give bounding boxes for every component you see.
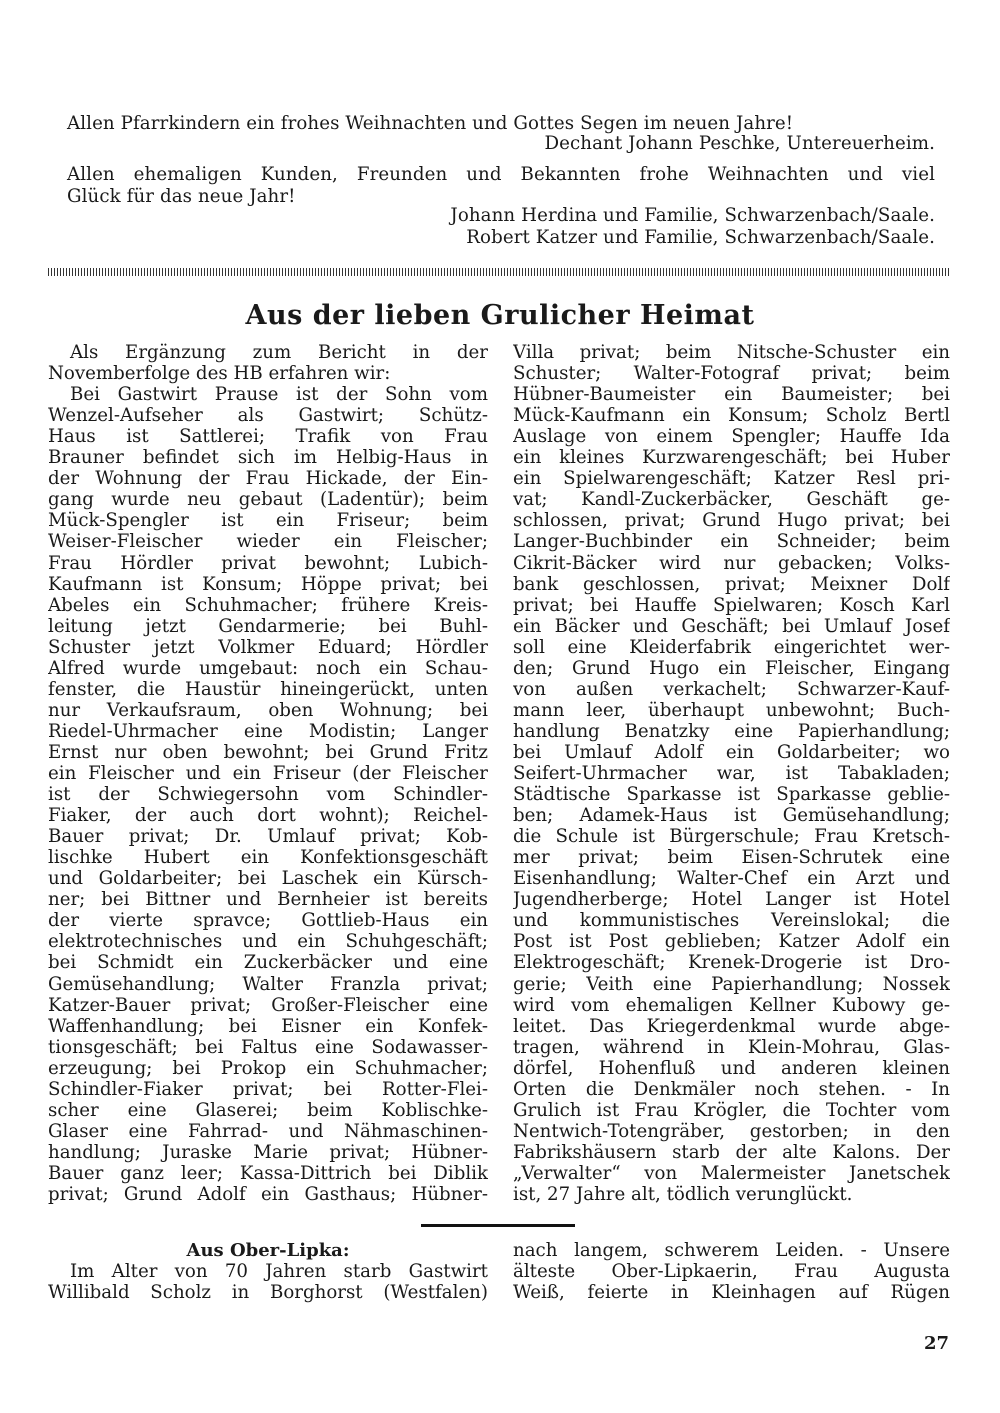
article-line: Schuster; Walter-Fotograf privat; beim — [513, 363, 950, 385]
article-line: Eisenhandlung; Walter-Chef ein Arzt und — [513, 868, 950, 890]
article-line: Waffenhandlung; bei Eisner ein Konfek- — [48, 1015, 488, 1037]
article-line: Wenzel-Aufseher als Gastwirt; Schütz- — [48, 405, 488, 427]
greeting-1: Allen Pfarrkindern ein frohes Weihnachten und Gottes Segen im neuen Jahre! — [67, 113, 794, 134]
ober-lipka-right-line: nach langem, schwerem Leiden. - Unsere — [513, 1240, 950, 1261]
ober-lipka-heading: Aus Ober-Lipka: — [186, 1240, 350, 1261]
signature-1: Dechant Johann Peschke, Untereuerheim. — [544, 133, 935, 154]
article-line: Cikrit-Bäcker wird nur gebacken; Volks- — [513, 552, 950, 574]
article-line: die Schule ist Bürgerschule; Frau Kretsch- — [513, 826, 950, 848]
article-line: Bauer ganz leer; Kassa-Dittrich bei Diblik — [48, 1162, 488, 1184]
article-line: Nentwich-Totengräber, gestorben; in den — [513, 1120, 950, 1142]
article-line: gerie; Veith eine Papierhandlung; Nossek — [513, 973, 950, 995]
article-line: Grulich ist Frau Krögler, die Tochter vom — [513, 1099, 950, 1121]
article-line: leitung jetzt Gendarmerie; bei Buhl- — [48, 615, 488, 637]
dotted-separator — [48, 268, 950, 276]
article-line: und Goldarbeiter; bei Laschek ein Kürsch- — [48, 868, 488, 890]
article-line: der Wohnung der Frau Hickade, der Ein- — [48, 468, 488, 490]
article-line: Fiaker, der auch dort wohnt); Reichel- — [48, 805, 488, 827]
article-line: tragen, während in Klein-Mohrau, Glas- — [513, 1036, 950, 1058]
article-line: vat; Kandl-Zuckerbäcker, Geschäft ge- — [513, 489, 950, 511]
article-line: Katzer-Bauer privat; Großer-Fleischer eine — [48, 994, 488, 1016]
article-line: Auslage von einem Spengler; Hauffe Ida — [513, 426, 950, 448]
ober-lipka-left-line: Im Alter von 70 Jahren starb Gastwirt — [70, 1261, 488, 1282]
article-line: „Verwalter“ von Malermeister Janetschek — [513, 1162, 950, 1184]
greeting-2-line-2: Glück für das neue Jahr! — [67, 186, 296, 207]
article-line: Mück-Spengler ist ein Friseur; beim — [48, 510, 488, 532]
article-line: Glaser eine Fahrrad- und Nähmaschinen- — [48, 1120, 488, 1142]
article-line: Alfred wurde umgebaut: noch ein Schau- — [48, 657, 488, 679]
article-line: Städtische Sparkasse ist Sparkasse geblie- — [513, 784, 950, 806]
article-line: Post ist Post geblieben; Katzer Adolf ein — [513, 931, 950, 953]
article-line: Schuster jetzt Volkmer Eduard; Hördler — [48, 636, 488, 658]
article-line: ist, 27 Jahre alt, tödlich verunglückt. — [513, 1184, 853, 1205]
ober-lipka-right-line: Weiß, feierte in Kleinhagen auf Rügen — [513, 1282, 950, 1303]
article-line: Bei Gastwirt Prause ist der Sohn vom — [70, 384, 488, 406]
ober-lipka-right-line: älteste Ober-Lipkaerin, Frau Augusta — [513, 1261, 950, 1282]
article-line: Abeles ein Schuhmacher; frühere Kreis- — [48, 594, 488, 616]
article-heading: Aus der lieben Grulicher Heimat — [245, 300, 755, 331]
article-line: Gemüsehandlung; Walter Franzla privat; — [48, 973, 488, 995]
article-line: handlung; Juraske Marie privat; Hübner- — [48, 1141, 488, 1163]
article-line: Frau Hördler privat bewohnt; Lubich- — [48, 552, 488, 574]
article-line: bei Umlauf Adolf ein Goldarbeiter; wo — [513, 741, 950, 763]
greeting-2-line-1: Allen ehemaligen Kunden, Freunden und Bekannten frohe Weihnachten und viel — [67, 164, 935, 185]
article-line: erzeugung; bei Prokop ein Schuhmacher; — [48, 1057, 488, 1079]
article-line: schlossen, privat; Grund Hugo privat; bei — [513, 510, 950, 532]
article-line: ner; bei Bittner und Bernheier ist bereits — [48, 889, 488, 911]
article-line: Elektrogeschäft; Krenek-Drogerie ist Dro- — [513, 952, 950, 974]
article-line: handlung Benatzky eine Papierhandlung; — [513, 720, 950, 742]
article-line: ist der Schwiegersohn vom Schindler- — [48, 784, 488, 806]
article-line: elektrotechnisches und ein Schuhgeschäft; — [48, 931, 488, 953]
article-line: soll eine Kleiderfabrik eingerichtet wer- — [513, 636, 950, 658]
article-line: gang wurde neu gebaut (Ladentür); beim — [48, 489, 488, 511]
article-line: fenster, die Haustür hineingerückt, unten — [48, 678, 488, 700]
page-number: 27 — [924, 1333, 950, 1354]
article-line: Orten die Denkmäler noch stehen. - In — [513, 1078, 950, 1100]
article-line: leitet. Das Kriegerdenkmal wurde abge- — [513, 1015, 950, 1037]
article-line: Haus ist Sattlerei; Trafik von Frau — [48, 426, 488, 448]
article-line: Fabrikshäusern starb der alte Kalons. Der — [513, 1141, 950, 1163]
article-line: lischke Hubert ein Konfektionsgeschäft — [48, 847, 488, 869]
article-line: Bauer privat; Dr. Umlauf privat; Kob- — [48, 826, 488, 848]
article-line: Weiser-Fleischer wieder ein Fleischer; — [48, 531, 488, 553]
article-line: privat; Grund Adolf ein Gasthaus; Hübner- — [48, 1184, 488, 1205]
article-line: tionsgeschäft; bei Faltus eine Sodawasser- — [48, 1036, 488, 1058]
article-line: der vierte spravce; Gottlieb-Haus ein — [48, 910, 488, 932]
article-line: Mück-Kaufmann ein Konsum; Scholz Bertl — [513, 405, 950, 427]
article-line: Als Ergänzung zum Bericht in der — [70, 342, 488, 363]
article-line: ein Fleischer und ein Friseur (der Fleischer — [48, 763, 488, 784]
article-line: Villa privat; beim Nitsche-Schuster ein — [513, 342, 950, 363]
article-line: ein Bäcker und Geschäft; bei Umlauf Josef — [513, 615, 950, 637]
article-line: Jugendherberge; Hotel Langer ist Hotel — [513, 889, 950, 911]
article-line: Novemberfolge des HB erfahren wir: — [48, 363, 391, 385]
section-divider — [421, 1224, 575, 1227]
article-line: privat; bei Hauffe Spielwaren; Kosch Karl — [513, 594, 950, 616]
article-line: mer privat; beim Eisen-Schrutek eine — [513, 847, 950, 869]
signature-3: Robert Katzer und Familie, Schwarzenbach/Saale. — [466, 227, 935, 248]
article-line: und kommunistisches Vereinslokal; die — [513, 910, 950, 932]
article-line: dörfel, Hohenfluß und anderen kleinen — [513, 1057, 950, 1079]
article-line: Langer-Buchbinder ein Schneider; beim — [513, 531, 950, 553]
article-line: ein kleines Kurzwarengeschäft; bei Huber — [513, 447, 950, 469]
article-line: ein Spielwarengeschäft; Katzer Resl pri- — [513, 468, 950, 490]
article-line: scher eine Glaserei; beim Koblischke- — [48, 1099, 488, 1121]
article-line: Schindler-Fiaker privat; bei Rotter-Flei- — [48, 1078, 488, 1100]
article-line: ben; Adamek-Haus ist Gemüsehandlung; — [513, 805, 950, 827]
signature-2: Johann Herdina und Familie, Schwarzenbach/Saale. — [450, 205, 935, 226]
article-line: nur Verkaufsraum, oben Wohnung; bei — [48, 699, 488, 721]
article-line: Ernst nur oben bewohnt; bei Grund Fritz — [48, 741, 488, 763]
ober-lipka-left-line: Willibald Scholz in Borghorst (Westfalen) — [48, 1282, 488, 1303]
article-line: den; Grund Hugo ein Fleischer, Eingang — [513, 657, 950, 679]
article-line: wird vom ehemaligen Kellner Kubowy ge- — [513, 994, 950, 1016]
article-line: von außen verkachelt; Schwarzer-Kauf- — [513, 678, 950, 700]
article-line: Seifert-Uhrmacher war, ist Tabakladen; — [513, 763, 950, 784]
article-line: mann leer, überhaupt unbewohnt; Buch- — [513, 699, 950, 721]
article-line: bank geschlossen, privat; Meixner Dolf — [513, 573, 950, 595]
article-line: Brauner befindet sich im Helbig-Haus in — [48, 447, 488, 469]
article-line: bei Schmidt ein Zuckerbäcker und eine — [48, 952, 488, 974]
article-line: Hübner-Baumeister ein Baumeister; bei — [513, 384, 950, 406]
article-line: Riedel-Uhrmacher eine Modistin; Langer — [48, 720, 488, 742]
article-line: Kaufmann ist Konsum; Höppe privat; bei — [48, 573, 488, 595]
